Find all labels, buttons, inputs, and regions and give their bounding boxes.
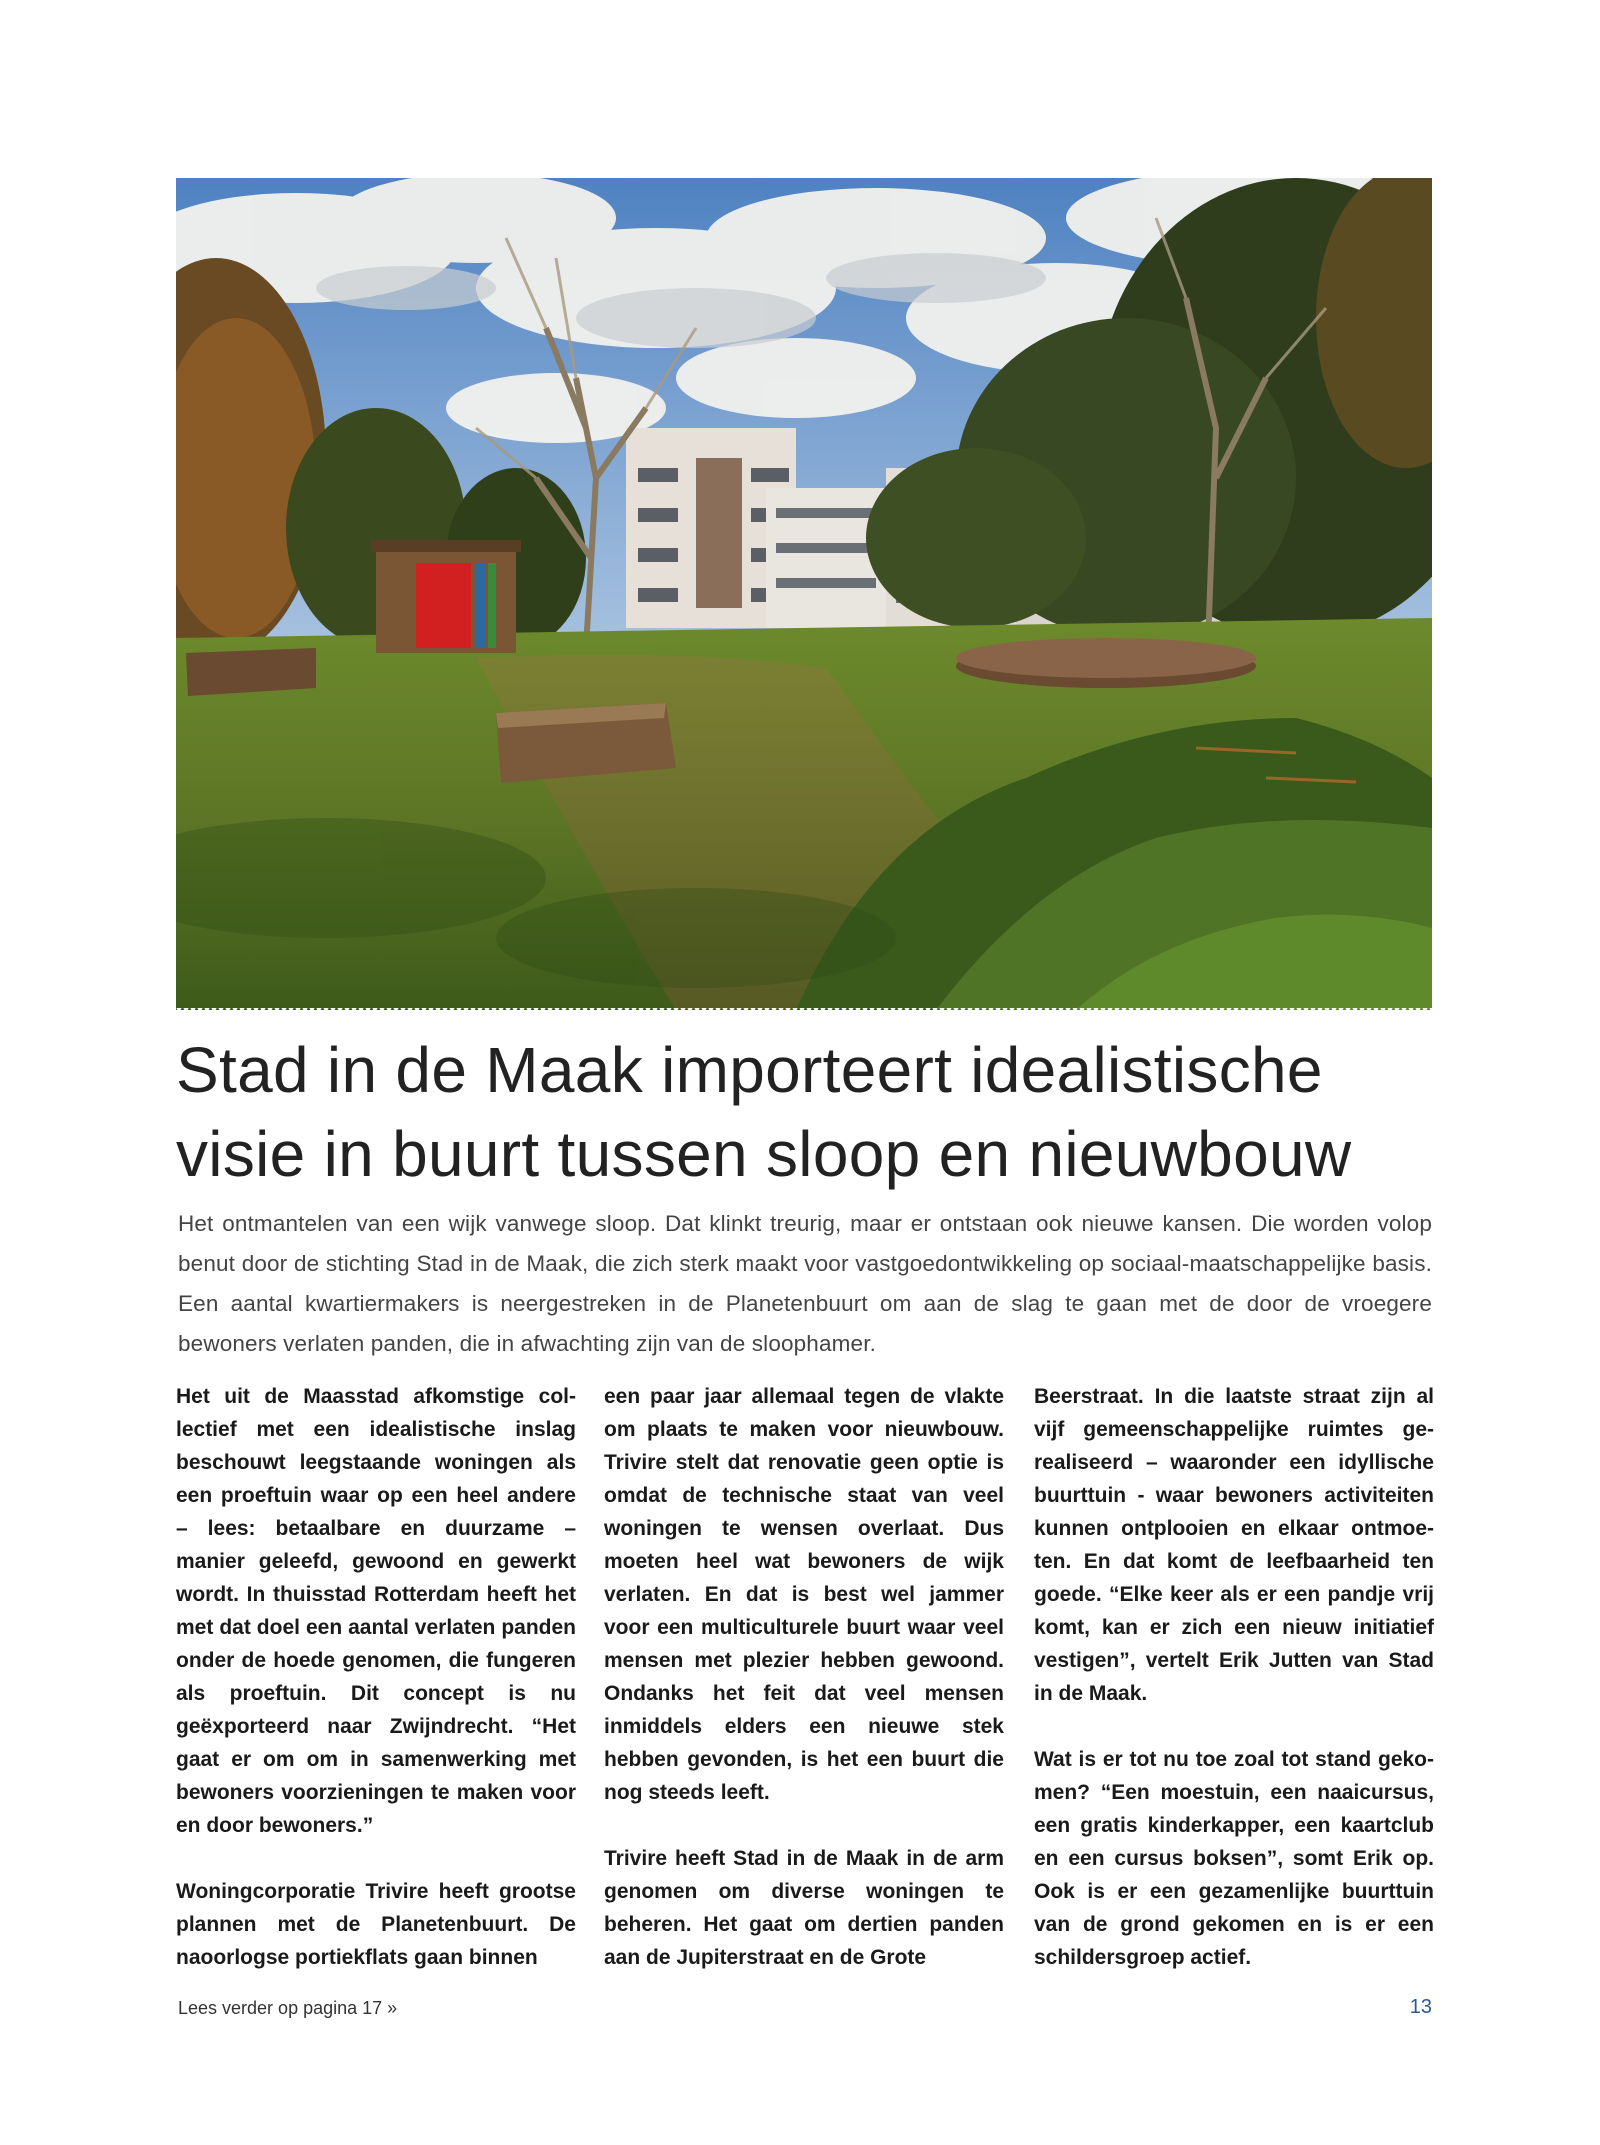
body-column-1: [176, 1380, 576, 1974]
photo-edge: [176, 1008, 1432, 1014]
page-number: 13: [1409, 1996, 1432, 2018]
article-intro: Het ontmantelen van een wijk vanwege sloop. Dat klinkt treurig, maar er ontstaan ook nieuwe kansen. Die worden volop benut door de stichting Stad in de Maak, die zich sterk maakt voor vastgoedontwikkeling op sociaal-maatschappelijke basis. Een aantal kwartiermakers is neergestreken in de Planetenbuurt om aan de slag te gaan met de door de vroegere bewoners verlaten panden, die in afwachting zijn van de sloophamer.: [178, 1211, 1432, 1356]
title-line-2: visie in buurt tussen sloop en nieuwbouw: [176, 1118, 1352, 1190]
body-column-2: [604, 1380, 1004, 1974]
article-title: [176, 1028, 1436, 1196]
body-column-3: [1034, 1380, 1434, 1974]
body-paragraph: Woningcorporatie Trivire heeft grootse plannen met de Planetenbuurt. De naoorlogse portiekflats gaan binnen: [176, 1880, 576, 1969]
body-paragraph: Het uit de Maasstad afkomstige collectief met een idealistische inslag beschouwt leegstaande woningen als een proeftuin waar op een heel andere – lees: betaalbare en duurzame – manier geleefd, gewoond en gewerkt wordt. In thuisstad Rotterdam heeft het met dat doel een aantal verlaten panden onder de hoede genomen, die fungeren als proeftuin. Dit concept is nu geëxporteerd naar Zwijndrecht. “Het gaat er om om in samenwerking met bewoners voorzieningen te maken voor en door bewoners.”: [176, 1385, 576, 1837]
body-paragraph: Beerstraat. In die laatste straat zijn al vijf gemeenschappelijke ruimtes gerealiseerd – waaronder een idyllische buurttuin - waar bewoners activiteiten kunnen ontplooien en elkaar ontmoeten. En dat komt de leefbaarheid ten goede. “Elke keer als er een pandje vrij komt, kan er zich een nieuw initiatief vestigen”, vertelt Erik Jutten van Stad in de Maak.: [1034, 1385, 1434, 1705]
body-paragraph: Wat is er tot nu toe zoal tot stand gekomen? “Een moestuin, een naaicursus, een gratis kinderkapper, een kaartclub en een cursus boksen”, somt Erik op. Ook is er een gezamenlijke buurttuin van de grond gekomen en is er een schildersgroep actief.: [1034, 1748, 1434, 1969]
continue-reading-link[interactable]: Lees verder op pagina 17 »: [178, 1998, 398, 2018]
article-photo: [176, 178, 1432, 1010]
body-paragraph: een paar jaar allemaal tegen de vlakte om plaats te maken voor nieuwbouw. Trivire stelt dat renovatie geen optie is omdat de technische staat van veel woningen te wensen overlaat. Dus moeten heel wat bewoners de wijk verlaten. En dat is best wel jammer voor een multiculturele buurt waar veel mensen met plezier hebben gewoond. Ondanks het feit dat veel mensen inmiddels elders een nieuwe stek hebben gevonden, is het een buurt die nog steeds leeft.: [604, 1385, 1004, 1804]
body-paragraph: Trivire heeft Stad in de Maak in de arm genomen om diverse woningen te beheren. Het gaat om dertien panden aan de Jupiterstraat en de Grote: [604, 1847, 1004, 1969]
title-line-1: Stad in de Maak importeert idealistische: [176, 1034, 1323, 1106]
